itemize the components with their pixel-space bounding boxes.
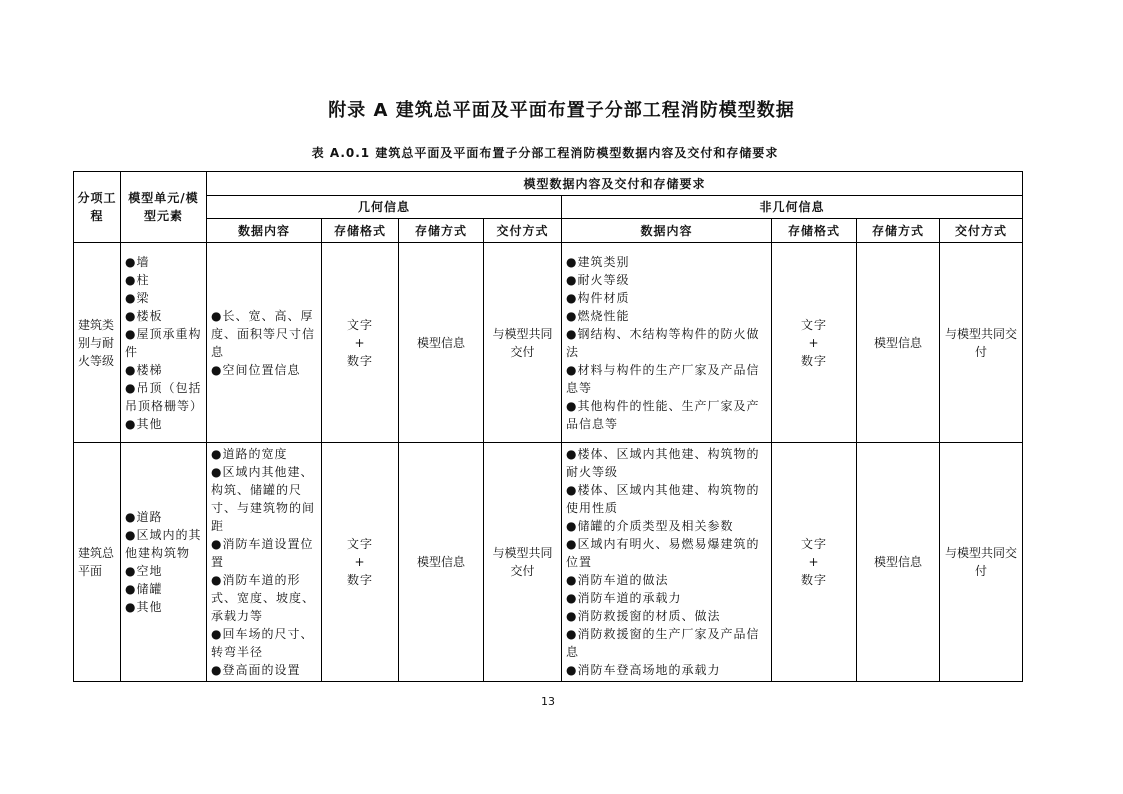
header-geometric-info: 几何信息 <box>207 196 562 219</box>
list-item: ●空间位置信息 <box>211 362 301 377</box>
list-item: ●区域内有明火、易燃易爆建筑的位置 <box>566 537 760 569</box>
table-row <box>74 443 1023 682</box>
table-caption: 表 A.0.1 建筑总平面及平面布置子分部工程消防模型数据内容及交付和存储要求 <box>311 146 779 160</box>
format-plus: + <box>808 555 820 569</box>
list-item: ●其他 <box>125 416 163 431</box>
format-plus: + <box>354 335 366 350</box>
list-item: ●楼体、区域内其他建、构筑物的使用性质 <box>566 483 760 515</box>
list-item: ●储罐的介质类型及相关参数 <box>566 519 734 533</box>
list-item: ●建筑类别 <box>566 254 630 269</box>
list-item: ●楼板 <box>125 308 163 323</box>
format-text: 文字 <box>800 537 827 551</box>
header-nongeometric-info: 非几何信息 <box>562 196 1023 219</box>
list-item: ●燃烧性能 <box>566 308 630 323</box>
list-item: ●储罐 <box>125 582 163 596</box>
list-item: ●消防车登高场地的承载力 <box>566 663 721 677</box>
list-item: ●消防车道的承载力 <box>566 591 682 605</box>
geo-delivery-cell: 与模型共同交付 <box>484 443 562 682</box>
format-plus: + <box>354 555 366 569</box>
page-title: 附录 A 建筑总平面及平面布置子分部工程消防模型数据 <box>328 100 795 121</box>
project-cell: 建筑总平面 <box>74 443 121 682</box>
header-row-3 <box>74 219 1023 243</box>
nongeo-storage-cell: 模型信息 <box>857 243 940 443</box>
list-item: ●区域内其他建、构筑、储罐的尺寸、与建筑物的间距 <box>211 465 316 533</box>
list-item: ●道路的宽度 <box>211 447 288 461</box>
list-item: ●材料与构件的生产厂家及产品信息等 <box>566 362 760 395</box>
format-text: 文字 <box>346 317 373 332</box>
header-project: 分项工程 <box>74 172 121 243</box>
nongeo-format-cell <box>772 243 857 443</box>
list-item: ●空地 <box>125 564 163 578</box>
geo-format-cell <box>322 443 399 682</box>
page-number: 13 <box>541 695 555 708</box>
model-units-cell <box>121 243 207 443</box>
nongeo-content-cell <box>562 243 772 443</box>
table-row <box>74 243 1023 443</box>
header-nongeo-storage-method: 存储方式 <box>857 219 940 243</box>
list-item: ●楼体、区域内其他建、构筑物的耐火等级 <box>566 447 760 479</box>
project-cell: 建筑类别与耐火等级 <box>74 243 121 443</box>
data-table <box>73 171 1023 682</box>
geo-format-cell <box>322 243 399 443</box>
nongeo-delivery-cell: 与模型共同交付 <box>940 443 1023 682</box>
list-item: ●登高面的设置 <box>211 663 301 677</box>
list-item: ●长、宽、高、厚度、面积等尺寸信息 <box>211 308 316 359</box>
nongeo-format-cell <box>772 443 857 682</box>
list-item: ●楼梯 <box>125 362 163 377</box>
list-item: ●耐火等级 <box>566 272 630 287</box>
header-row-1 <box>74 172 1023 196</box>
list-item: ●区域内的其他建构筑物 <box>125 528 202 560</box>
header-model-unit: 模型单元/模型元素 <box>121 172 207 243</box>
format-text: 文字 <box>346 537 373 551</box>
list-item: ●柱 <box>125 272 150 287</box>
format-number: 数字 <box>800 573 827 587</box>
format-number: 数字 <box>346 573 373 587</box>
header-row-2 <box>74 196 1023 219</box>
header-nongeo-storage-format: 存储格式 <box>772 219 857 243</box>
format-text: 文字 <box>800 317 827 332</box>
model-units-cell <box>121 443 207 682</box>
list-item: ●构件材质 <box>566 290 630 305</box>
geo-delivery-cell: 与模型共同交付 <box>484 243 562 443</box>
list-item: ●消防救援窗的生产厂家及产品信息 <box>566 627 760 659</box>
header-geo-storage-format: 存储格式 <box>322 219 399 243</box>
nongeo-storage-cell: 模型信息 <box>857 443 940 682</box>
nongeo-delivery-cell: 与模型共同交付 <box>940 243 1023 443</box>
format-number: 数字 <box>800 353 827 368</box>
list-item: ●消防救援窗的材质、做法 <box>566 609 721 623</box>
list-item: ●其他 <box>125 600 163 614</box>
list-item: ●消防车道的做法 <box>566 573 669 587</box>
list-item: ●屋顶承重构件 <box>125 326 202 359</box>
format-number: 数字 <box>346 353 373 368</box>
list-item: ●消防车道设置位置 <box>211 537 314 569</box>
geo-content-cell <box>207 243 322 443</box>
geo-storage-cell: 模型信息 <box>399 443 484 682</box>
list-item: ●回车场的尺寸、转弯半径 <box>211 627 314 659</box>
header-geo-data-content: 数据内容 <box>207 219 322 243</box>
list-item: ●其他构件的性能、生产厂家及产品信息等 <box>566 398 760 431</box>
header-nongeo-delivery-method: 交付方式 <box>940 219 1023 243</box>
list-item: ●道路 <box>125 510 163 524</box>
header-nongeo-data-content: 数据内容 <box>562 219 772 243</box>
list-item: ●墙 <box>125 254 150 269</box>
list-item: ●梁 <box>125 290 150 305</box>
header-geo-delivery-method: 交付方式 <box>484 219 562 243</box>
header-group-all: 模型数据内容及交付和存储要求 <box>207 172 1023 196</box>
geo-content-cell <box>207 443 322 682</box>
nongeo-content-cell <box>562 443 772 682</box>
geo-storage-cell: 模型信息 <box>399 243 484 443</box>
header-geo-storage-method: 存储方式 <box>399 219 484 243</box>
list-item: ●吊顶（包括吊顶格栅等） <box>125 380 204 413</box>
list-item: ●消防车道的形式、宽度、坡度、承载力等 <box>211 573 316 623</box>
list-item: ●钢结构、木结构等构件的防火做法 <box>566 326 760 359</box>
format-plus: + <box>808 335 820 350</box>
